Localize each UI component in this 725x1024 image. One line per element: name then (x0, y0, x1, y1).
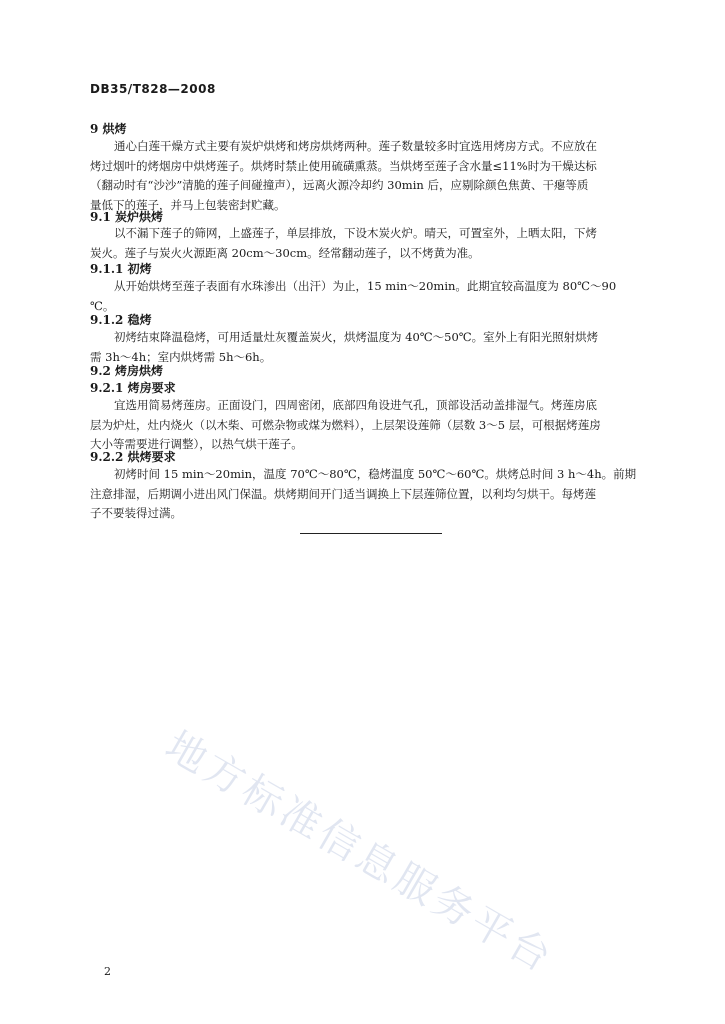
section-9-2-1-paragraph (90, 396, 601, 455)
text-line: 需 3h～4h；室内烘烤需 5h～6h。 (90, 349, 272, 364)
text-line: 量低下的莲子，并马上包装密封贮藏。 (90, 197, 286, 212)
section-9-1-2-paragraph (90, 328, 598, 367)
text-line: 初烤结束降温稳烤，可用适量灶灰覆盖炭火，烘烤温度为 40℃～50℃。室外上有阳光照射烘烤 (114, 330, 599, 344)
section-9-paragraph (90, 137, 597, 215)
text-line: 注意排湿，后期调小进出风门保温。烘烤期间开门适当调换上下层莲筛位置，以利均匀烘干。每烤莲 (90, 486, 596, 501)
text-line: 宜选用简易烤莲房。正面设门，四周密闭，底部四角设进气孔，顶部设活动盖排湿气。烤莲房底 (114, 398, 597, 412)
text-line: ℃。 (90, 298, 115, 313)
text-line: （翻动时有“沙沙”清脆的莲子间碰撞声），远离火源冷却约 30min 后，应剔除颜色焦黄、干瘪等质 (90, 178, 589, 192)
section-9-1-paragraph (90, 224, 597, 263)
section-9-2-1-heading: 9.2.1 烤房要求 (90, 381, 176, 395)
section-9-2-heading: 9.2 烤房烘烤 (90, 364, 164, 378)
text-line: 从开始烘烤至莲子表面有水珠渗出（出汗）为止，15 min～20min。此期宜较高温度为 80℃～90 (114, 279, 617, 293)
text-line: 通心白莲干燥方式主要有炭炉烘烤和烤房烘烤两种。莲子数量较多时宜选用烤房方式。不应放在 (114, 139, 597, 153)
text-line: 子不要装得过满。 (90, 506, 182, 520)
watermark: 地方标准信息服务平台 (157, 722, 562, 983)
section-9-2-2-paragraph (90, 465, 636, 524)
section-9-2-2-heading: 9.2.2 烘烤要求 (90, 450, 176, 464)
end-rule (300, 533, 442, 534)
text-line: 以不漏下莲子的筛网，上盛莲子，单层排放，下设木炭火炉。晴天，可置室外，上晒太阳，下烤 (114, 226, 597, 240)
section-9-heading: 9 烘烤 (90, 122, 127, 136)
section-9-1-1-paragraph (90, 277, 616, 316)
section-9-1-1-heading: 9.1.1 初烤 (90, 262, 152, 276)
section-9-1-2-heading: 9.1.2 稳烤 (90, 313, 152, 327)
standard-code: DB35/T828—2008 (90, 82, 216, 96)
text-line: 初烤时间 15 min～20min，温度 70℃～80℃，稳烤温度 50℃～60℃。烘烤总时间 3 h～4h。前期 (114, 467, 637, 481)
page-number: 2 (104, 965, 111, 978)
section-9-1-heading: 9.1 炭炉烘烤 (90, 210, 164, 224)
text-line: 层为炉灶，灶内烧火（以木柴、可燃杂物或煤为燃料），上层架设莲筛（层数 3～5 层，可根据烤莲房 (90, 417, 601, 432)
text-line: 烤过烟叶的烤烟房中烘烤莲子。烘烤时禁止使用硫磺熏蒸。当烘烤至莲子含水量≤11%时为干燥达标 (90, 158, 597, 173)
text-line: 炭火。莲子与炭火火源距离 20cm～30cm。经常翻动莲子，以不烤黄为准。 (90, 245, 480, 260)
text-line: 大小等需要进行调整），以热气烘干莲子。 (90, 437, 303, 451)
